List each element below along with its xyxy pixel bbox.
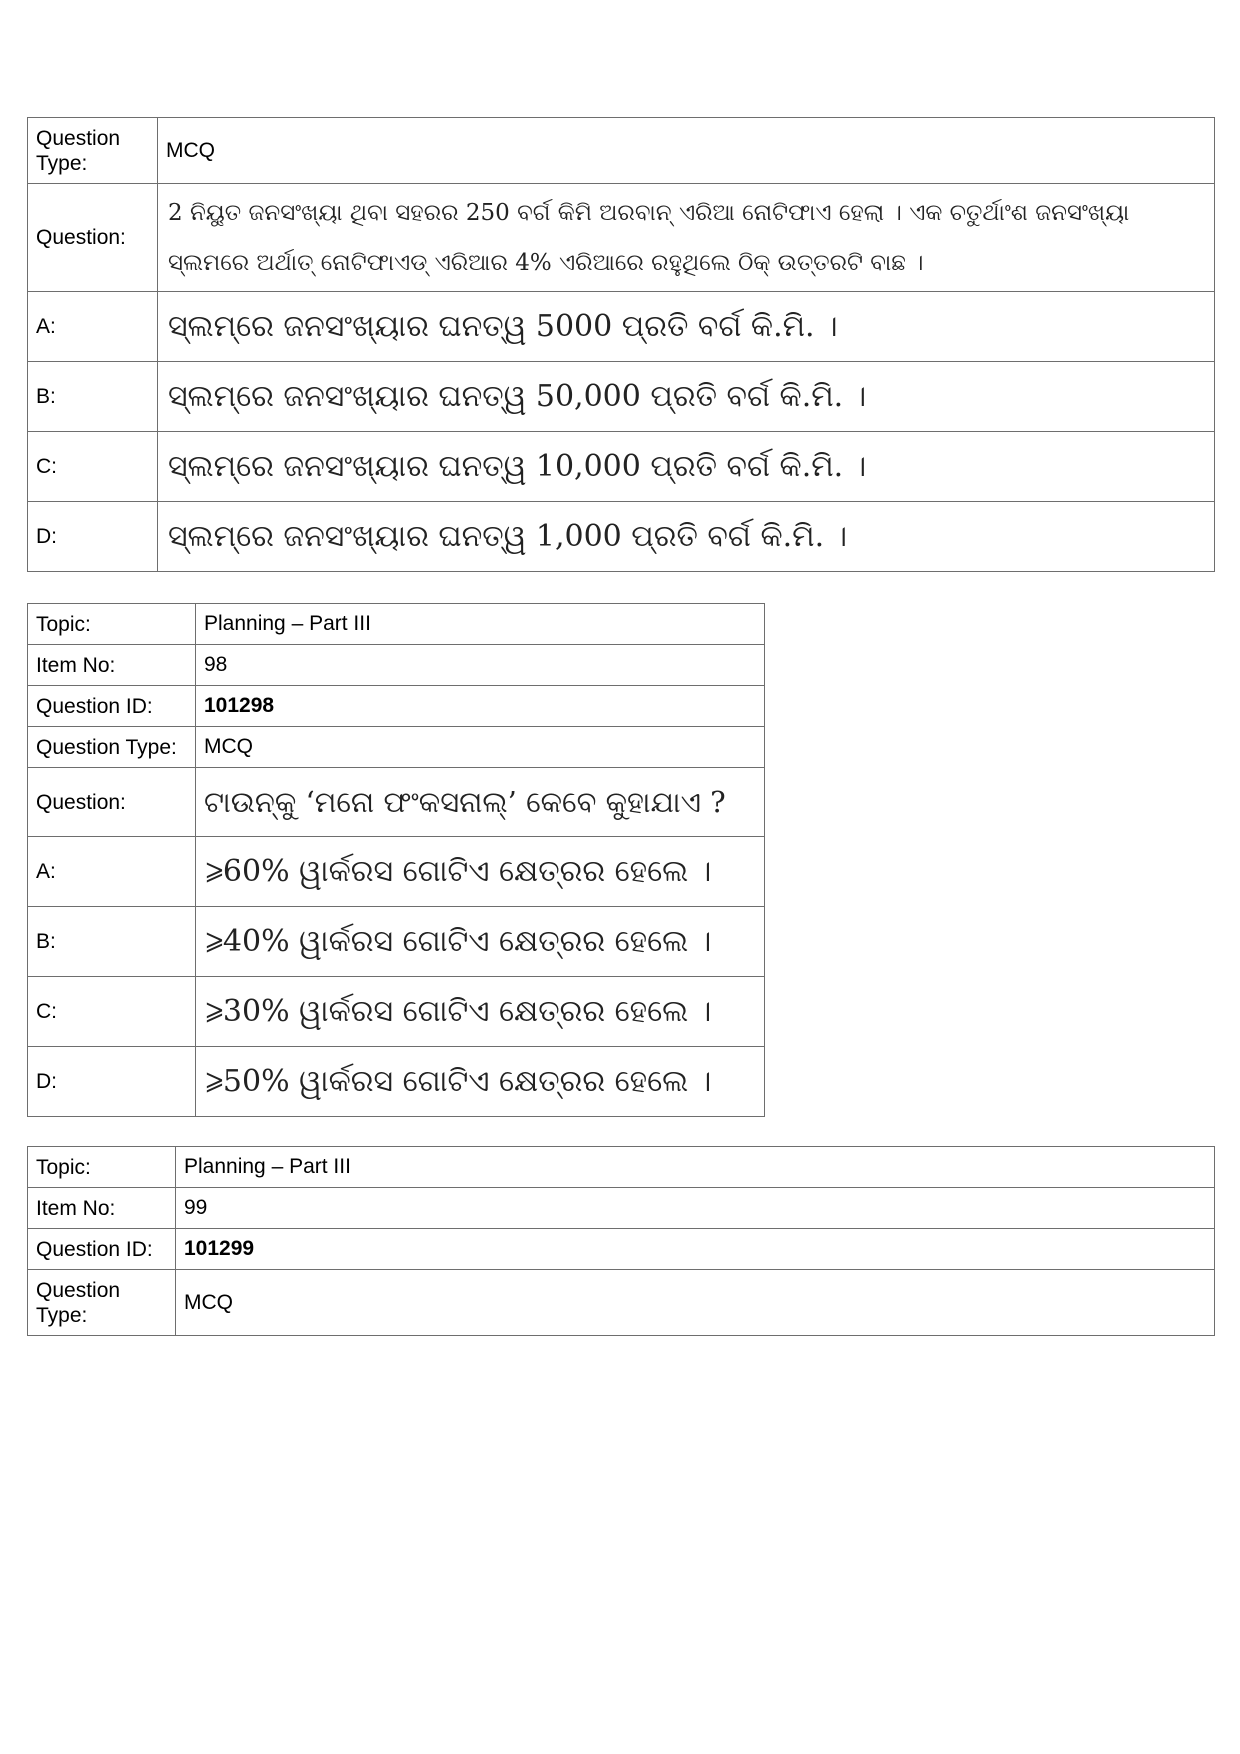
question-type-label: Question Type: bbox=[28, 118, 158, 184]
question-id-row bbox=[28, 686, 765, 727]
option-label: C: bbox=[28, 432, 158, 502]
question-id-value: 101299 bbox=[176, 1229, 1215, 1270]
question-label: Question: bbox=[28, 768, 196, 837]
question-table-1 bbox=[27, 117, 1215, 572]
option-text: ⩾60% ୱାର୍କରସ ଗୋଟିଏ କ୍ଷେତ୍ରର ହେଲେ । bbox=[196, 837, 765, 907]
question-type-label: Question Type: bbox=[28, 1270, 176, 1336]
option-text: ସ୍ଲମ୍‌ରେ ଜନସଂଖ୍ୟାର ଘନତ୍ୱ 50,000 ପ୍ରତି ବର୍ଗ କି.ମି. । bbox=[158, 362, 1215, 432]
topic-value: Planning – Part III bbox=[176, 1147, 1215, 1188]
question-table-3 bbox=[27, 1146, 1215, 1336]
question-text: 2 ନିୟୁତ ଜନସଂଖ୍ୟା ଥିବା ସହରର 250 ବର୍ଗ କିମି ଅରବାନ୍ ଏରିଆ ନୋଟିଫାଏ ହେଲା । ଏକ ଚତୁର୍ଥାଂଶ ଜନସଂଖ୍ୟା ସ୍ଲମରେ ଅର୍ଥାତ୍ ନୋଟିଫାଏଡ୍ ଏରିଆର 4% ଏରିଆରେ ରହୁଥିଲେ ଠିକ୍ ଉତ୍ତରଟି ବାଛ । bbox=[158, 184, 1215, 292]
option-label: B: bbox=[28, 907, 196, 977]
question-type-row bbox=[28, 727, 765, 768]
item-no-label: Item No: bbox=[28, 1188, 176, 1229]
option-row bbox=[28, 837, 765, 907]
option-text: ସ୍ଲମ୍‌ରେ ଜନସଂଖ୍ୟାର ଘନତ୍ୱ 1,000 ପ୍ରତି ବର୍ଗ କି.ମି. । bbox=[158, 502, 1215, 572]
question-row bbox=[28, 768, 765, 837]
option-row bbox=[28, 977, 765, 1047]
option-text: ସ୍ଲମ୍‌ରେ ଜନସଂଖ୍ୟାର ଘନତ୍ୱ 5000 ପ୍ରତି ବର୍ଗ କି.ମି. । bbox=[158, 292, 1215, 362]
question-id-row bbox=[28, 1229, 1215, 1270]
option-text: ସ୍ଲମ୍‌ରେ ଜନସଂଖ୍ୟାର ଘନତ୍ୱ 10,000 ପ୍ରତି ବର୍ଗ କି.ମି. । bbox=[158, 432, 1215, 502]
option-row bbox=[28, 362, 1215, 432]
option-row bbox=[28, 432, 1215, 502]
topic-value: Planning – Part III bbox=[196, 604, 765, 645]
question-id-value: 101298 bbox=[196, 686, 765, 727]
option-row bbox=[28, 907, 765, 977]
question-type-value: MCQ bbox=[176, 1270, 1215, 1336]
question-id-label: Question ID: bbox=[28, 1229, 176, 1270]
question-table-2 bbox=[27, 603, 765, 1117]
item-no-row bbox=[28, 1188, 1215, 1229]
question-id-label: Question ID: bbox=[28, 686, 196, 727]
item-no-row bbox=[28, 645, 765, 686]
item-no-label: Item No: bbox=[28, 645, 196, 686]
option-row bbox=[28, 1047, 765, 1117]
option-text: ⩾50% ୱାର୍କରସ ଗୋଟିଏ କ୍ଷେତ୍ରର ହେଲେ । bbox=[196, 1047, 765, 1117]
option-label: C: bbox=[28, 977, 196, 1047]
option-label: B: bbox=[28, 362, 158, 432]
option-row bbox=[28, 502, 1215, 572]
topic-row bbox=[28, 1147, 1215, 1188]
option-label: D: bbox=[28, 1047, 196, 1117]
option-text: ⩾30% ୱାର୍କରସ ଗୋଟିଏ କ୍ଷେତ୍ରର ହେଲେ । bbox=[196, 977, 765, 1047]
question-type-row bbox=[28, 118, 1215, 184]
item-no-value: 98 bbox=[196, 645, 765, 686]
option-label: D: bbox=[28, 502, 158, 572]
topic-label: Topic: bbox=[28, 604, 196, 645]
topic-row bbox=[28, 604, 765, 645]
question-type-value: MCQ bbox=[158, 118, 1215, 184]
option-label: A: bbox=[28, 837, 196, 907]
question-type-row bbox=[28, 1270, 1215, 1336]
option-row bbox=[28, 292, 1215, 362]
question-text: ଟାଉନ୍‌କୁ ‘ମନୋ ଫଂକସନାଲ୍’ କେବେ କୁହାଯାଏ ? bbox=[196, 768, 765, 837]
question-type-label: Question Type: bbox=[28, 727, 196, 768]
option-text: ⩾40% ୱାର୍କରସ ଗୋଟିଏ କ୍ଷେତ୍ରର ହେଲେ । bbox=[196, 907, 765, 977]
question-type-value: MCQ bbox=[196, 727, 765, 768]
item-no-value: 99 bbox=[176, 1188, 1215, 1229]
question-label: Question: bbox=[28, 184, 158, 292]
question-row bbox=[28, 184, 1215, 292]
option-label: A: bbox=[28, 292, 158, 362]
topic-label: Topic: bbox=[28, 1147, 176, 1188]
